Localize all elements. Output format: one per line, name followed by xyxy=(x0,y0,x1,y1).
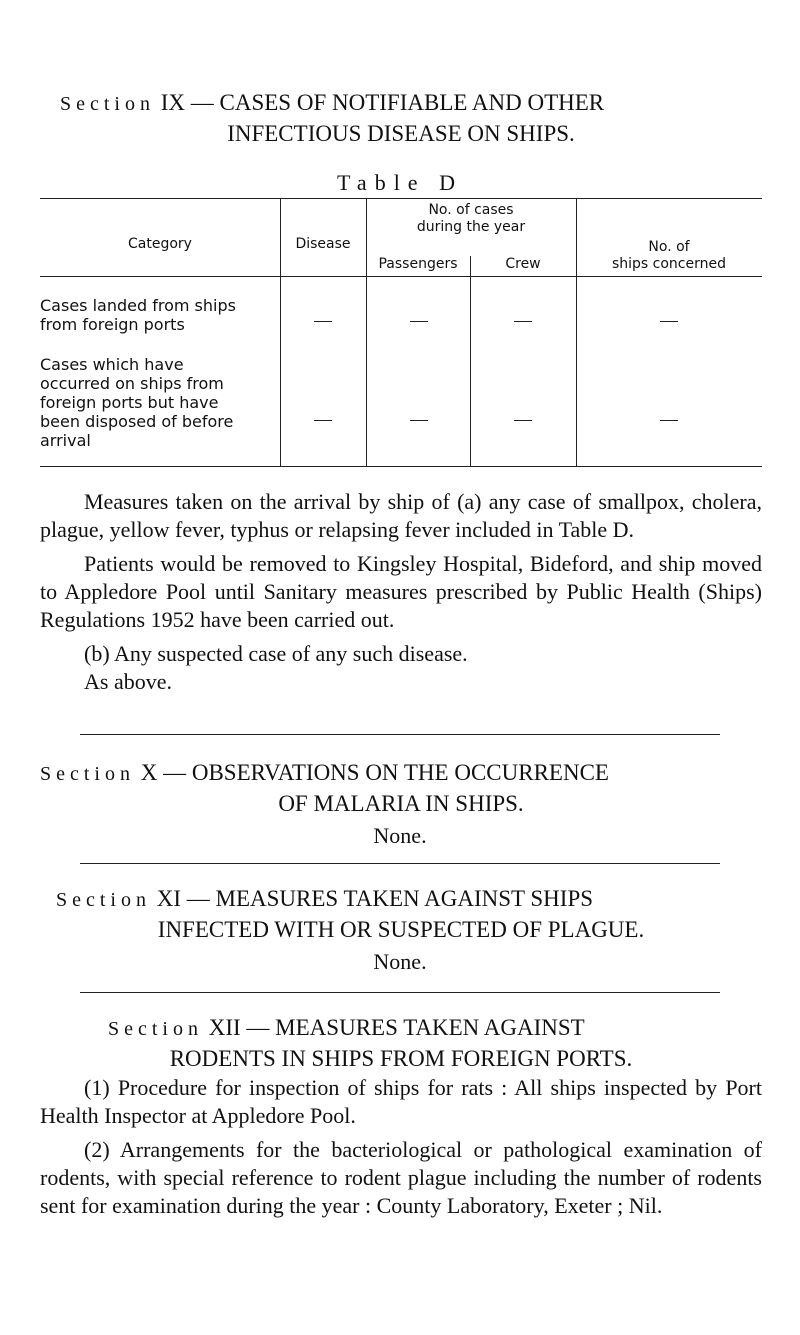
section-title-line2: INFECTIOUS DISEASE ON SHIPS. xyxy=(227,121,575,146)
section-label: Section xyxy=(56,889,151,911)
section-xi-answer: None. xyxy=(373,949,427,974)
section-xii-heading xyxy=(40,1013,762,1073)
row1-crew-dash xyxy=(514,321,532,322)
header-cases-line2: during the year xyxy=(416,219,526,235)
row1-category-line: Cases landed from ships xyxy=(40,296,236,315)
row1-category-line: from foreign ports xyxy=(40,315,185,334)
divider-rule xyxy=(80,734,720,735)
header-passengers: Passengers xyxy=(378,256,458,272)
section-title-line2: INFECTED WITH OR SUSPECTED OF PLAGUE. xyxy=(157,917,645,942)
section-label: Section xyxy=(40,763,135,785)
table-d xyxy=(40,198,762,468)
divider-rule xyxy=(80,992,720,993)
col-divider xyxy=(470,256,471,466)
section-xii-para1: (1) Procedure for inspection of ships for rats : All ships inspected by Port Health Inspector at Appledore Pool. xyxy=(40,1075,762,1128)
header-ships-line1: No. of xyxy=(648,239,690,255)
measures-para-patients: Patients would be removed to Kingsley Hospital, Bideford, and ship moved to Appledore Pool until Sanitary measures prescribed by Public Health (Ships) Regulations 1952 have been carried out. xyxy=(40,551,762,632)
row1-disease-dash xyxy=(314,321,332,322)
section-title-line2: RODENTS IN SHIPS FROM FOREIGN PORTS. xyxy=(169,1046,633,1071)
measures-block xyxy=(40,488,762,696)
divider-rule xyxy=(80,863,720,864)
section-label: Section xyxy=(108,1018,203,1040)
section-label: Section xyxy=(60,93,155,115)
section-title-line1: IX — CASES OF NOTIFIABLE AND OTHER xyxy=(160,90,605,115)
row2-category-line: been disposed of before xyxy=(40,412,234,431)
section-x-heading xyxy=(40,758,762,818)
table-row xyxy=(40,355,280,450)
row2-category-line: Cases which have xyxy=(40,355,184,374)
section-xii-para2: (2) Arrangements for the bacteriological or pathological examination of rodents, with special reference to rodent plague including the number of rodents sent for examination during the year : County Laboratory, Exeter ; Nil. xyxy=(40,1137,762,1218)
row2-category-line: arrival xyxy=(40,431,91,450)
table-header-rule xyxy=(40,276,762,277)
row2-passengers-dash xyxy=(410,420,428,421)
measures-para-a: Measures taken on the arrival by ship of (a) any case of smallpox, cholera, plague, yellow fever, typhus or relapsing fever included in Table D. xyxy=(40,489,762,542)
section-title-line1: XI — MEASURES TAKEN AGAINST SHIPS xyxy=(156,886,594,911)
table-row xyxy=(40,296,280,334)
header-category: Category xyxy=(128,236,192,252)
row1-ships-dash xyxy=(660,321,678,322)
section-title-line1: X — OBSERVATIONS ON THE OCCURRENCE xyxy=(140,760,609,785)
table-caption: Table D xyxy=(337,170,463,195)
row2-crew-dash xyxy=(514,420,532,421)
table-top-rule xyxy=(40,198,762,199)
table-bottom-rule xyxy=(40,466,762,467)
measures-para-b-answer: As above. xyxy=(84,669,172,694)
col-divider xyxy=(366,198,367,466)
header-disease: Disease xyxy=(295,236,351,252)
row2-category-line: occurred on ships from xyxy=(40,374,224,393)
section-title-line1: XII — MEASURES TAKEN AGAINST xyxy=(208,1015,585,1040)
header-cases-line1: No. of cases xyxy=(428,202,514,218)
row2-ships-dash xyxy=(660,420,678,421)
row2-disease-dash xyxy=(314,420,332,421)
row1-passengers-dash xyxy=(410,321,428,322)
section-title-line2: OF MALARIA IN SHIPS. xyxy=(278,791,524,816)
section-ix-heading xyxy=(40,88,762,148)
header-ships-line2: ships concerned xyxy=(611,256,727,272)
row2-category-line: foreign ports but have xyxy=(40,393,219,412)
header-crew: Crew xyxy=(505,256,541,272)
section-xi-heading xyxy=(40,884,762,944)
section-xii-body xyxy=(40,1074,762,1220)
measures-para-b: (b) Any suspected case of any such disease. xyxy=(84,641,468,666)
section-x-answer: None. xyxy=(373,823,427,848)
